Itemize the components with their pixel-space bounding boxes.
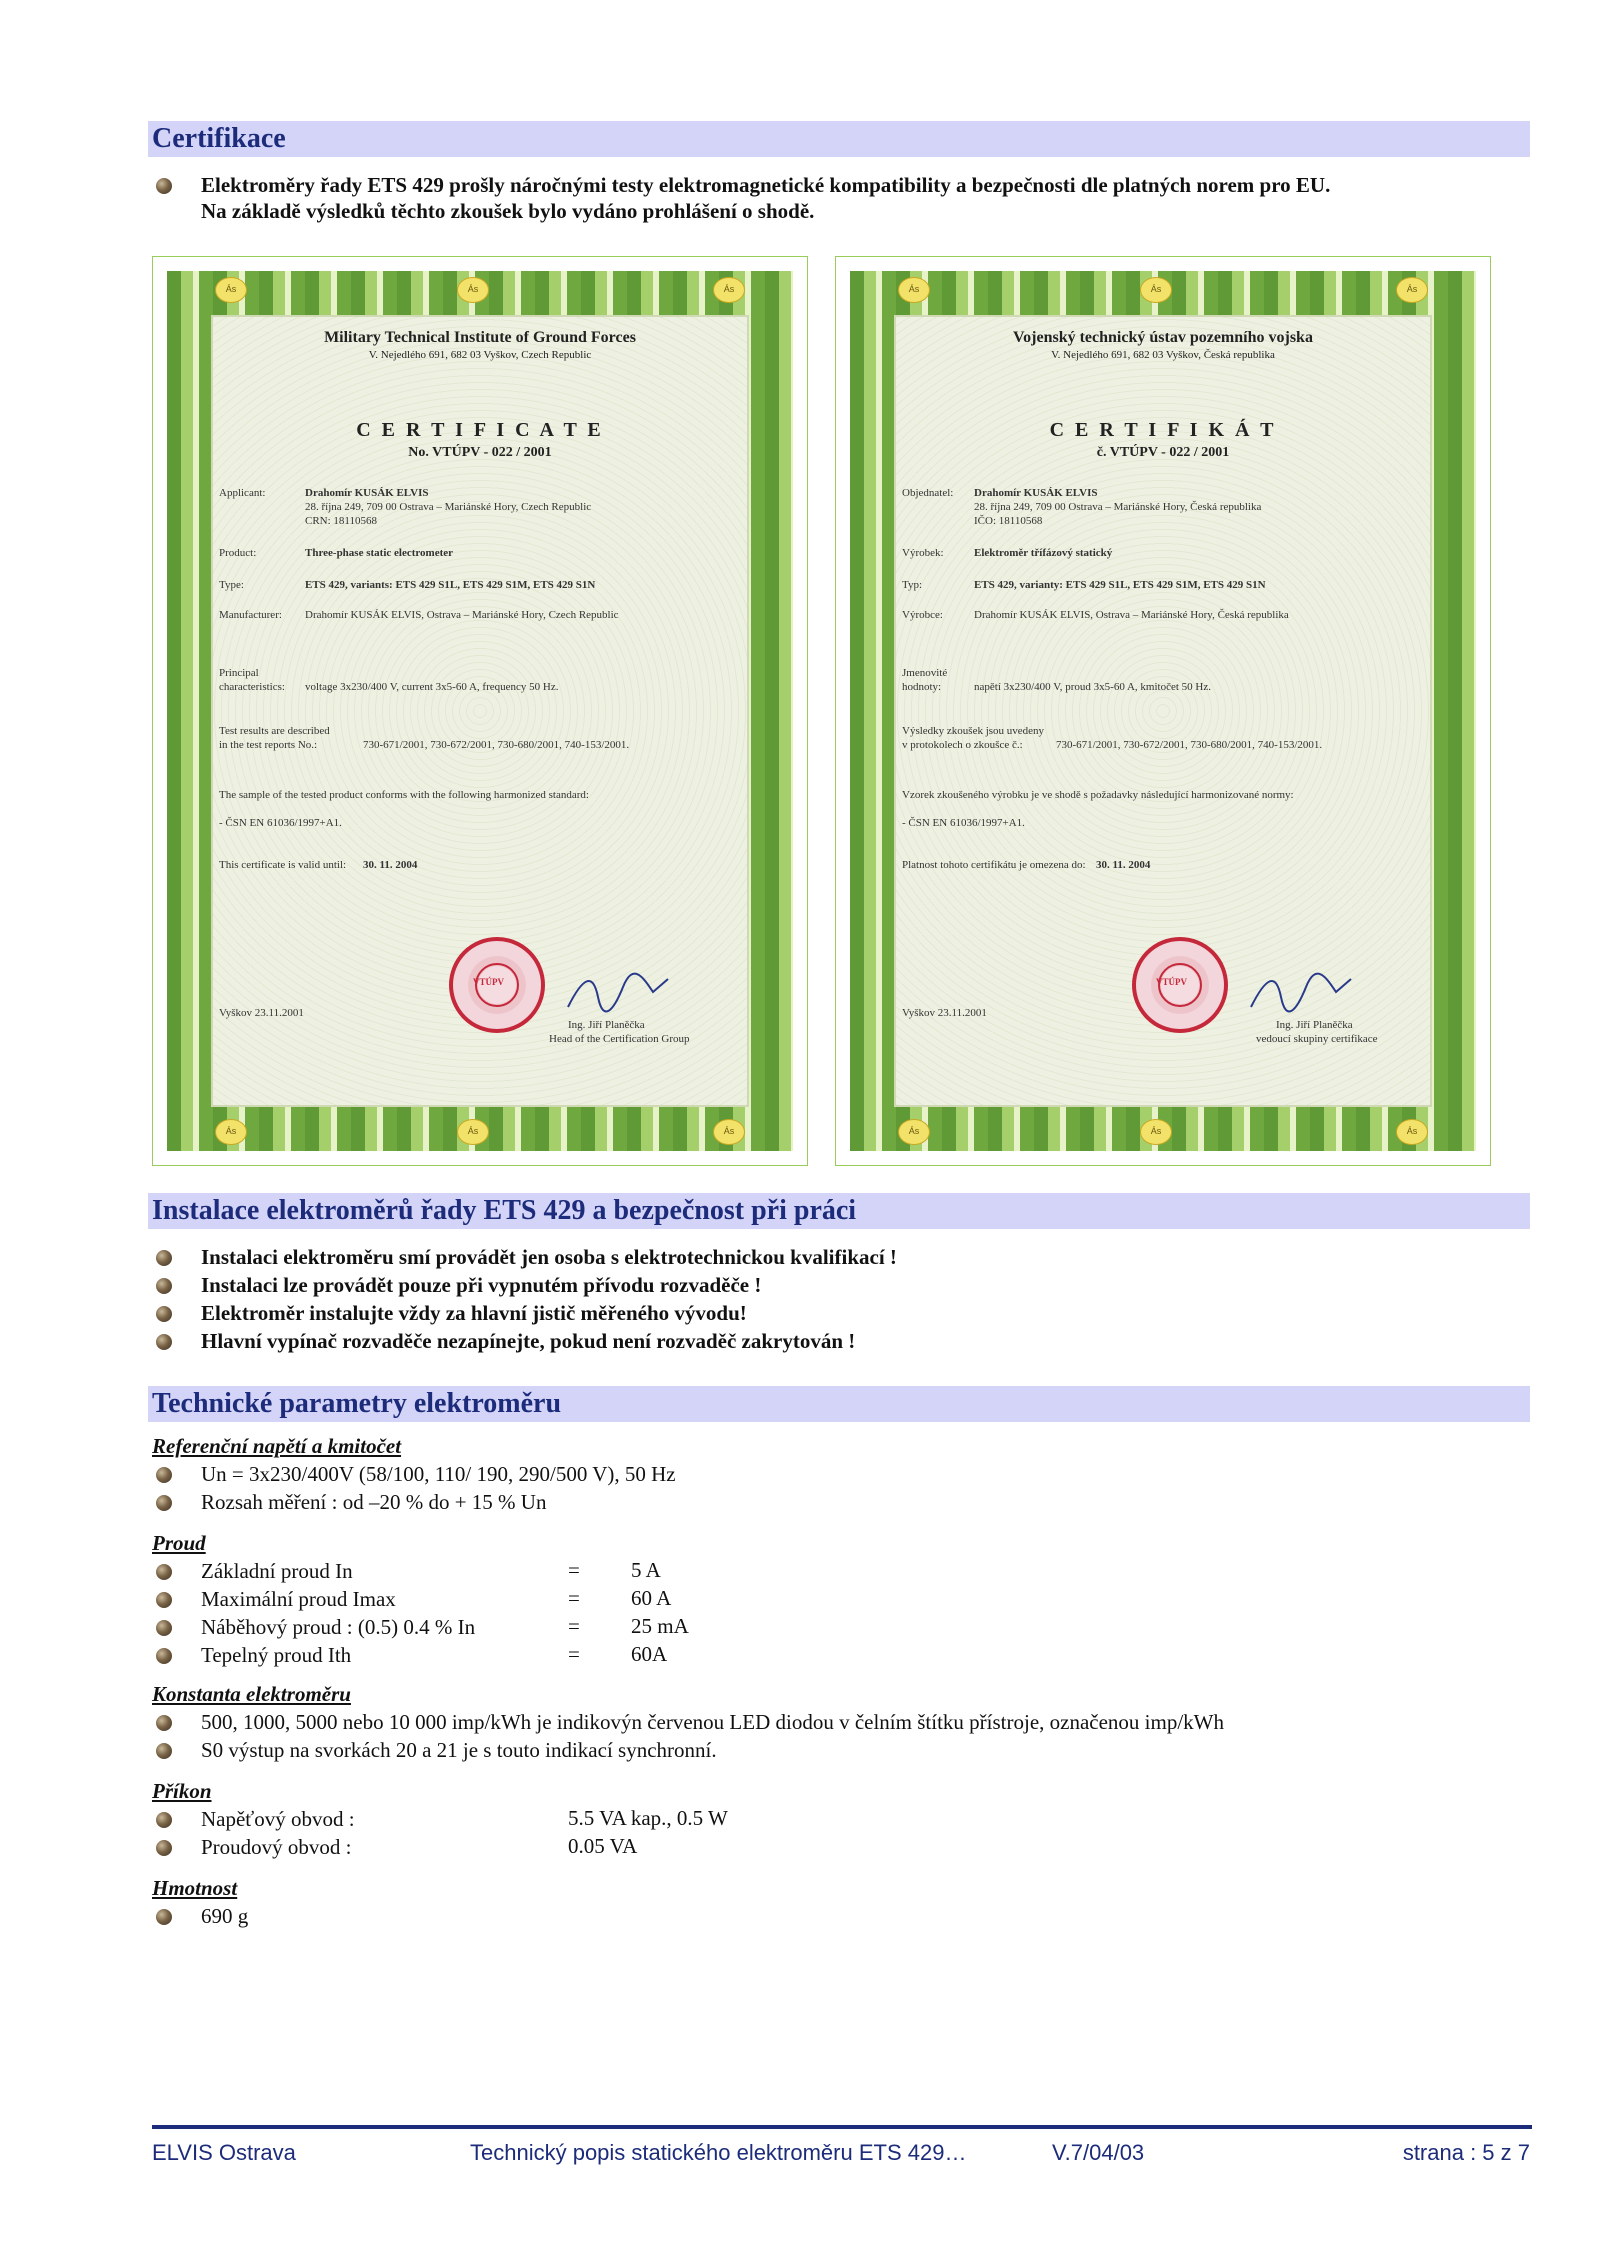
power-label: Napěťový obvod : [201, 1807, 355, 1831]
cert-label: Product: [219, 547, 257, 559]
cert-value: napětí 3x230/400 V, proud 3x5-60 A, kmitočet 50 Hz. [974, 681, 1211, 693]
cert-label: v protokolech o zkoušce č.: [902, 739, 1023, 751]
current-eq: = [568, 1614, 580, 1638]
cert-heading: C E R T I F I K Á T [1049, 419, 1277, 441]
current-value: 60 A [631, 1586, 672, 1610]
seal-text: VTÚPV [473, 977, 504, 987]
cert-intro-line2: Na základě výsledků těchto zkoušek bylo vydáno prohlášení o shodě. [201, 199, 815, 223]
certificate-border [850, 271, 1476, 1151]
cert-value: 28. října 249, 709 00 Ostrava – Mariánské Hory, Česká republika [974, 501, 1262, 513]
current-label: Náběhový proud : (0.5) 0.4 % In [201, 1615, 476, 1639]
subheading-hmotnost: Hmotnost [152, 1876, 238, 1900]
cert-signer-role: Head of the Certification Group [549, 1033, 690, 1045]
ref-item: Un = 3x230/400V (58/100, 110/ 190, 290/500 V), 50 Hz [201, 1462, 676, 1486]
cert-label: Type: [219, 579, 244, 591]
cert-label: Platnost tohoto certifikátu je omezena do: [902, 859, 1086, 871]
cert-label: Applicant: [219, 487, 266, 499]
bullet-icon [156, 1715, 172, 1731]
certificate-english [152, 256, 808, 1166]
install-item: Elektroměr instalujte vždy za hlavní jistič měřeného vývodu! [201, 1301, 747, 1325]
cert-label: Manufacturer: [219, 609, 282, 621]
certificate-border [167, 271, 793, 1151]
cert-value: voltage 3x230/400 V, current 3x5-60 A, frequency 50 Hz. [305, 681, 559, 693]
logo-icon: Ás [1396, 277, 1428, 303]
cert-text: - ČSN EN 61036/1997+A1. [902, 817, 1025, 829]
cert-label: Výrobce: [902, 609, 943, 621]
footer-version: V.7/04/03 [1052, 2140, 1145, 2165]
cert-institute: Military Technical Institute of Ground Forces [324, 329, 636, 346]
current-eq: = [568, 1586, 580, 1610]
cert-number: No. VTÚPV - 022 / 2001 [408, 445, 552, 460]
cert-signer-role: vedoucí skupiny certifikace [1256, 1033, 1378, 1045]
cert-value: ETS 429, varianty: ETS 429 S1L, ETS 429 S1M, ETS 429 S1N [974, 579, 1266, 591]
bullet-icon [156, 1495, 172, 1511]
cert-value: Drahomír KUSÁK ELVIS, Ostrava – Mariánské Hory, Česká republika [974, 609, 1289, 621]
cert-label: Test results are described [219, 725, 330, 737]
cert-label: Principal [219, 667, 259, 679]
cert-value: ETS 429, variants: ETS 429 S1L, ETS 429 S1M, ETS 429 S1N [305, 579, 596, 591]
cert-label: Objednatel: [902, 487, 954, 499]
cert-intro-line1: Elektroměry řady ETS 429 prošly náročnými testy elektromagnetické kompatibility a bezpečnosti dle platných norem pro EU. [201, 173, 1331, 197]
logo-icon: Ás [898, 277, 930, 303]
current-value: 5 A [631, 1558, 661, 1582]
current-label: Maximální proud Imax [201, 1587, 396, 1611]
bullet-icon [156, 1743, 172, 1759]
cert-value: CRN: 18110568 [305, 515, 378, 527]
cert-value: Drahomír KUSÁK ELVIS, Ostrava – Mariánské Hory, Czech Republic [305, 609, 619, 621]
footer-company: ELVIS Ostrava [152, 2140, 296, 2165]
bullet-icon [156, 1467, 172, 1483]
bullet-icon [156, 1620, 172, 1636]
cert-value: 30. 11. 2004 [363, 859, 418, 871]
cert-label: characteristics: [219, 681, 285, 693]
subheading-proud: Proud [152, 1531, 206, 1555]
cert-label: hodnoty: [902, 681, 942, 693]
cert-value: IČO: 18110568 [974, 515, 1043, 527]
ref-item: Rozsah měření : od –20 % do + 15 % Un [201, 1490, 547, 1514]
install-item: Instalaci lze provádět pouze při vypnutém přívodu rozvaděče ! [201, 1273, 762, 1297]
seal-text: VTÚPV [1156, 977, 1187, 987]
power-value: 0.05 VA [568, 1834, 638, 1858]
bullet-icon [156, 1564, 172, 1580]
current-label: Tepelný proud Ith [201, 1643, 352, 1667]
cert-place-date: Vyškov 23.11.2001 [219, 1007, 304, 1019]
cert-label: This certificate is valid until: [219, 859, 347, 871]
bullet-icon [156, 1278, 172, 1294]
logo-icon: Ás [713, 1119, 745, 1145]
bullet-icon [156, 1909, 172, 1925]
bullet-icon [156, 1592, 172, 1608]
cert-heading: C E R T I F I C A T E [356, 419, 604, 441]
current-value: 25 mA [631, 1614, 689, 1638]
cert-number: č. VTÚPV - 022 / 2001 [1096, 445, 1230, 460]
cert-label: Výrobek: [902, 547, 944, 559]
cert-value: 730-671/2001, 730-672/2001, 730-680/2001, 740-153/2001. [363, 739, 630, 751]
logo-icon: Ás [1140, 277, 1172, 303]
cert-text: The sample of the tested product conforms with the following harmonized standard: [219, 789, 589, 801]
bullet-icon [156, 1306, 172, 1322]
footer-divider [152, 2125, 1532, 2129]
cert-signer-name: Ing. Jiří Planěčka [1276, 1019, 1353, 1031]
logo-icon: Ás [898, 1119, 930, 1145]
footer-page-number: strana : 5 z 7 [1402, 2140, 1530, 2165]
section-title-instalace: Instalace elektroměrů řady ETS 429 a bezpečnost při práci [148, 1193, 1530, 1229]
cert-value: Elektroměr třífázový statický [974, 547, 1113, 559]
cert-value: 30. 11. 2004 [1096, 859, 1151, 871]
cert-label: Typ: [902, 579, 923, 591]
cert-label: Výsledky zkoušek jsou uvedeny [902, 725, 1045, 737]
install-item: Instalaci elektroměru smí provádět jen osoba s elektrotechnickou kvalifikací ! [201, 1245, 897, 1269]
cert-value: Drahomír KUSÁK ELVIS [305, 487, 429, 499]
cert-address: V. Nejedlého 691, 682 03 Vyškov, Czech Republic [368, 349, 592, 361]
subheading-konstanta: Konstanta elektroměru [152, 1682, 351, 1706]
bullet-icon [156, 1812, 172, 1828]
logo-icon: Ás [713, 277, 745, 303]
certificate-body [211, 315, 749, 1107]
install-item: Hlavní vypínač rozvaděče nezapínejte, pokud není rozvaděč zakrytován ! [201, 1329, 856, 1353]
cert-text: - ČSN EN 61036/1997+A1. [219, 817, 342, 829]
section-title-technicke-parametry: Technické parametry elektroměru [148, 1386, 1530, 1422]
cert-value: Three-phase static electrometer [305, 547, 454, 559]
certificate-body [894, 315, 1432, 1107]
logo-icon: Ás [215, 277, 247, 303]
logo-icon: Ás [457, 1119, 489, 1145]
signature-icon [1246, 967, 1356, 1017]
subheading-prikon: Příkon [152, 1779, 212, 1803]
logo-icon: Ás [457, 277, 489, 303]
power-value: 5.5 VA kap., 0.5 W [568, 1806, 728, 1830]
subheading-reference: Referenční napětí a kmitočet [152, 1434, 402, 1458]
logo-icon: Ás [1140, 1119, 1172, 1145]
cert-value: 730-671/2001, 730-672/2001, 730-680/2001, 740-153/2001. [1056, 739, 1323, 751]
const-item: S0 výstup na svorkách 20 a 21 je s touto indikací synchronní. [201, 1738, 717, 1762]
section-title-certifikace: Certifikace [148, 121, 1530, 157]
current-eq: = [568, 1642, 580, 1666]
logo-icon: Ás [1396, 1119, 1428, 1145]
bullet-icon [156, 178, 172, 194]
bullet-icon [156, 1250, 172, 1266]
cert-label: in the test reports No.: [219, 739, 318, 751]
power-label: Proudový obvod : [201, 1835, 352, 1859]
signature-icon [563, 967, 673, 1017]
current-eq: = [568, 1558, 580, 1582]
current-label: Základní proud In [201, 1559, 353, 1583]
const-item: 500, 1000, 5000 nebo 10 000 imp/kWh je indikovýn červenou LED diodou v čelním štítku přístroje, označenou imp/kWh [201, 1710, 1224, 1734]
cert-signer-name: Ing. Jiří Planěčka [568, 1019, 645, 1031]
weight-value: 690 g [201, 1904, 249, 1928]
certificate-czech [835, 256, 1491, 1166]
cert-text: Vzorek zkoušeného výrobku je ve shodě s požadavky následující harmonizované normy: [902, 789, 1294, 801]
cert-institute: Vojenský technický ústav pozemního vojska [1013, 329, 1313, 346]
footer-doc-title: Technický popis statického elektroměru ETS 429… [470, 2140, 967, 2165]
cert-place-date: Vyškov 23.11.2001 [902, 1007, 987, 1019]
bullet-icon [156, 1334, 172, 1350]
logo-icon: Ás [215, 1119, 247, 1145]
cert-value: Drahomír KUSÁK ELVIS [974, 487, 1098, 499]
current-value: 60A [631, 1642, 668, 1666]
cert-value: 28. října 249, 709 00 Ostrava – Mariánské Hory, Czech Republic [305, 501, 592, 513]
bullet-icon [156, 1648, 172, 1664]
cert-address: V. Nejedlého 691, 682 03 Vyškov, Česká republika [1051, 349, 1275, 361]
bullet-icon [156, 1840, 172, 1856]
cert-label: Jmenovité [902, 667, 948, 679]
